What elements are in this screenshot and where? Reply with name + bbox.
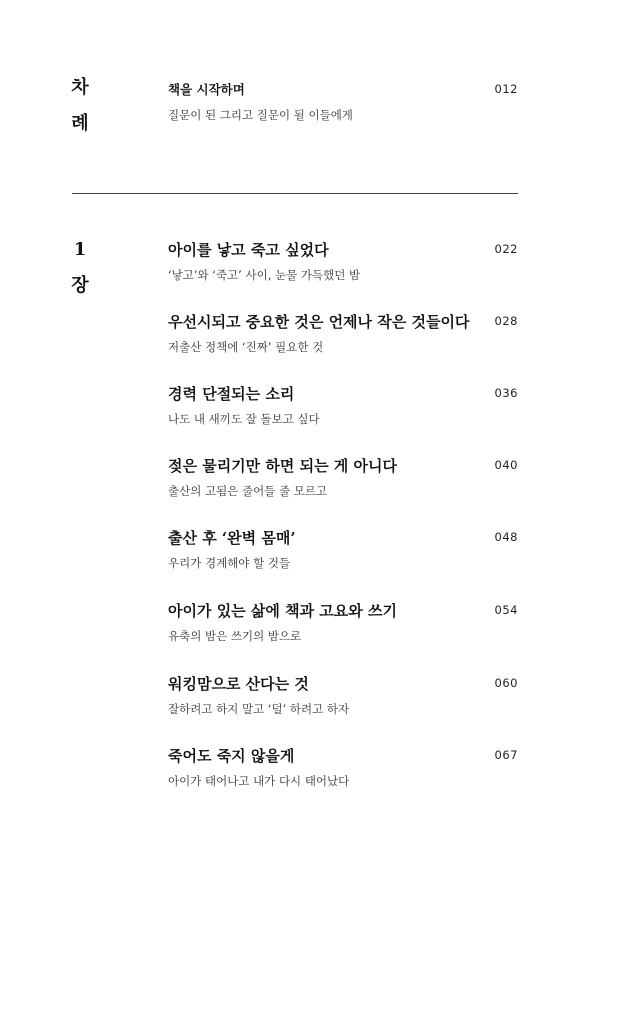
toc-entry[interactable]	[168, 528, 518, 571]
toc-entry[interactable]	[168, 746, 518, 789]
entry-title: 출산 후 ‘완벽 몸매’	[168, 529, 296, 547]
entry-subtitle: 저출산 정책에 ‘진짜’ 필요한 것	[168, 340, 324, 354]
entry-subtitle: 우리가 경계해야 할 것들	[168, 556, 291, 570]
entry-title: 워킹맘으로 산다는 것	[168, 675, 309, 693]
preface-entry[interactable]	[168, 80, 518, 123]
chapter-number: 1	[73, 239, 87, 260]
toc-entry[interactable]	[168, 384, 518, 427]
page-number: 048	[494, 530, 518, 544]
page-number: 067	[494, 748, 518, 762]
toc-heading-char-1: 차	[71, 77, 89, 98]
chapter-label	[60, 232, 100, 304]
entry-title: 죽어도 죽지 않을게	[168, 747, 295, 765]
page-number: 060	[494, 676, 518, 690]
entry-subtitle: 유축의 밤은 쓰기의 밤으로	[168, 629, 302, 643]
entry-title: 젖은 물리기만 하면 되는 게 아니다	[168, 457, 397, 475]
entry-title: 아이를 낳고 죽고 싶었다	[168, 241, 329, 259]
entry-title: 경력 단절되는 소리	[168, 385, 295, 403]
toc-entry[interactable]	[168, 601, 518, 644]
toc-heading	[60, 70, 100, 142]
page-number: 028	[494, 314, 518, 328]
chapter-suffix: 장	[71, 275, 89, 296]
toc-entry[interactable]	[168, 240, 518, 283]
entry-subtitle: 잘하려고 하지 말고 ‘덜’ 하려고 하자	[168, 702, 350, 716]
entry-title: 우선시되고 중요한 것은 언제나 작은 것들이다	[168, 313, 470, 331]
entry-title: 책을 시작하며	[168, 82, 245, 97]
toc-heading-char-2: 례	[71, 113, 89, 134]
page-number: 054	[494, 603, 518, 617]
page-number: 036	[494, 386, 518, 400]
entry-subtitle: 출산의 고됨은 줄어들 줄 모르고	[168, 484, 328, 498]
page-number: 040	[494, 458, 518, 472]
toc-entry[interactable]	[168, 674, 518, 717]
entry-subtitle: 나도 내 새끼도 잘 돌보고 싶다	[168, 412, 320, 426]
page-number: 022	[494, 242, 518, 256]
toc-entry[interactable]	[168, 456, 518, 499]
page-number: 012	[494, 82, 518, 96]
section-divider	[72, 193, 518, 194]
entry-title: 아이가 있는 삶에 책과 고요와 쓰기	[168, 602, 397, 620]
toc-entry[interactable]	[168, 312, 518, 355]
entry-subtitle: ‘낳고’와 ‘죽고’ 사이, 눈물 가득했던 밤	[168, 268, 361, 282]
entry-subtitle: 아이가 태어나고 내가 다시 태어났다	[168, 774, 350, 788]
entry-subtitle: 질문이 된 그리고 질문이 될 이들에게	[168, 108, 353, 122]
